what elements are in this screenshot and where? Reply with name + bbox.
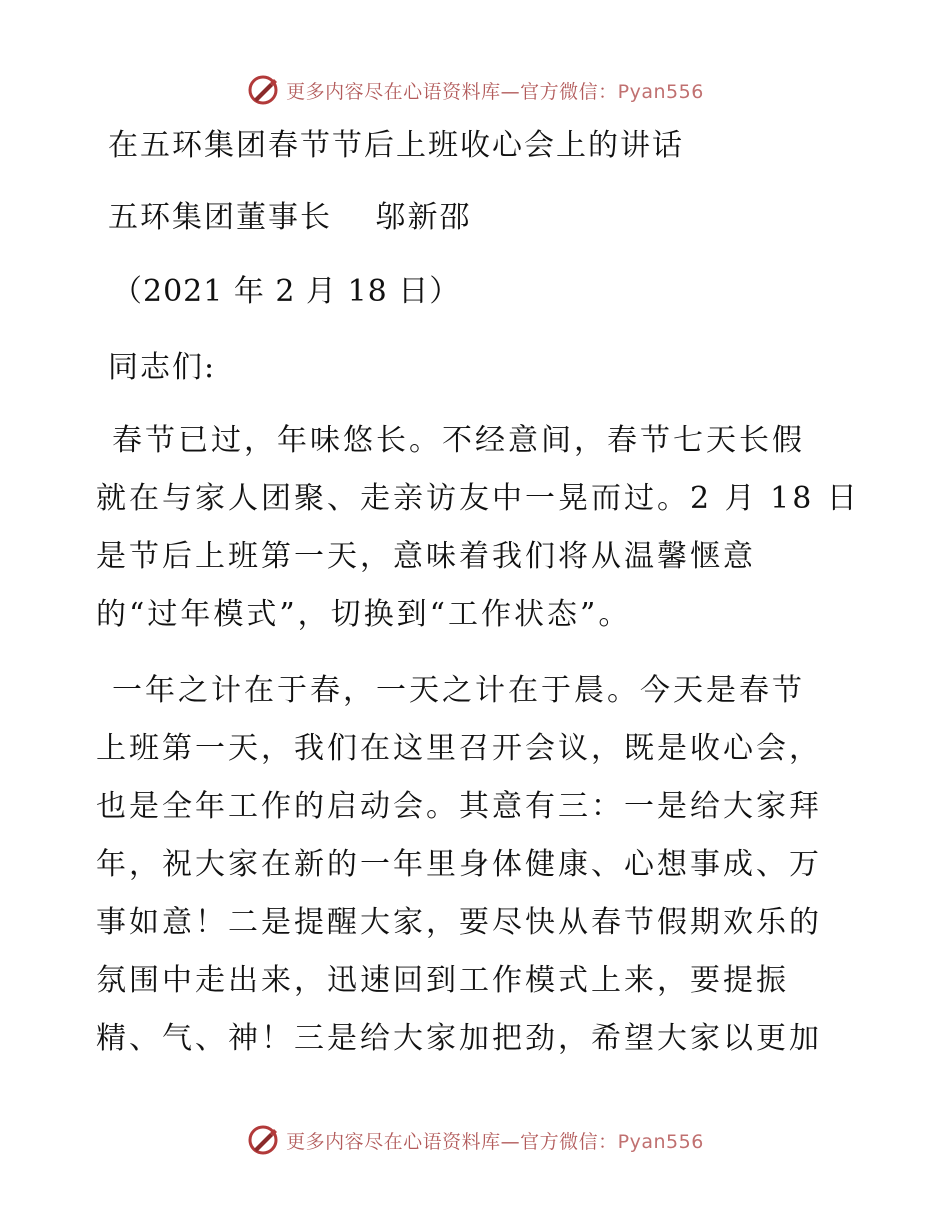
paragraph-line: 也是全年工作的启动会。其意有三：一是给大家拜 <box>96 789 822 824</box>
header-watermark <box>0 70 950 110</box>
paragraph-line: 是节后上班第一天，意味着我们将从温馨惬意 <box>96 539 756 574</box>
paragraph-line: 氛围中走出来，迅速回到工作模式上来，要提振 <box>96 963 789 998</box>
paragraph-2 <box>96 662 856 1068</box>
paragraph-line: 精、气、神！三是给大家加把劲，希望大家以更加 <box>96 1021 822 1056</box>
paragraph-line: 上班第一天，我们在这里召开会议，既是收心会， <box>96 731 822 766</box>
document-date: （2021 年 2 月 18 日） <box>112 274 461 309</box>
footer-watermark <box>0 1120 950 1160</box>
paragraph-line: 一年之计在于春，一天之计在于晨。今天是春节 <box>112 673 805 708</box>
paragraph-line: 就在与家人团聚、走亲访友中一晃而过。2 月 18 日 <box>96 481 860 516</box>
author-line: 五环集团董事长 邬新邵 <box>108 200 472 235</box>
pen-logo-icon <box>246 1123 280 1157</box>
watermark-text: 更多内容尽在心语资料库—官方微信：Pyan556 <box>286 1130 704 1153</box>
greeting: 同志们: <box>108 350 217 385</box>
watermark-text: 更多内容尽在心语资料库—官方微信：Pyan556 <box>286 80 704 103</box>
document-title: 在五环集团春节节后上班收心会上的讲话 <box>108 128 684 163</box>
pen-logo-icon <box>246 73 280 107</box>
paragraph-1 <box>96 412 860 644</box>
paragraph-line: 春节已过，年味悠长。不经意间，春节七天长假 <box>112 423 805 458</box>
paragraph-line: 事如意！二是提醒大家，要尽快从春节假期欢乐的 <box>96 905 822 940</box>
paragraph-line: 年，祝大家在新的一年里身体健康、心想事成、万 <box>96 847 822 882</box>
paragraph-line: 的“过年模式”，切换到“工作状态”。 <box>96 597 632 632</box>
